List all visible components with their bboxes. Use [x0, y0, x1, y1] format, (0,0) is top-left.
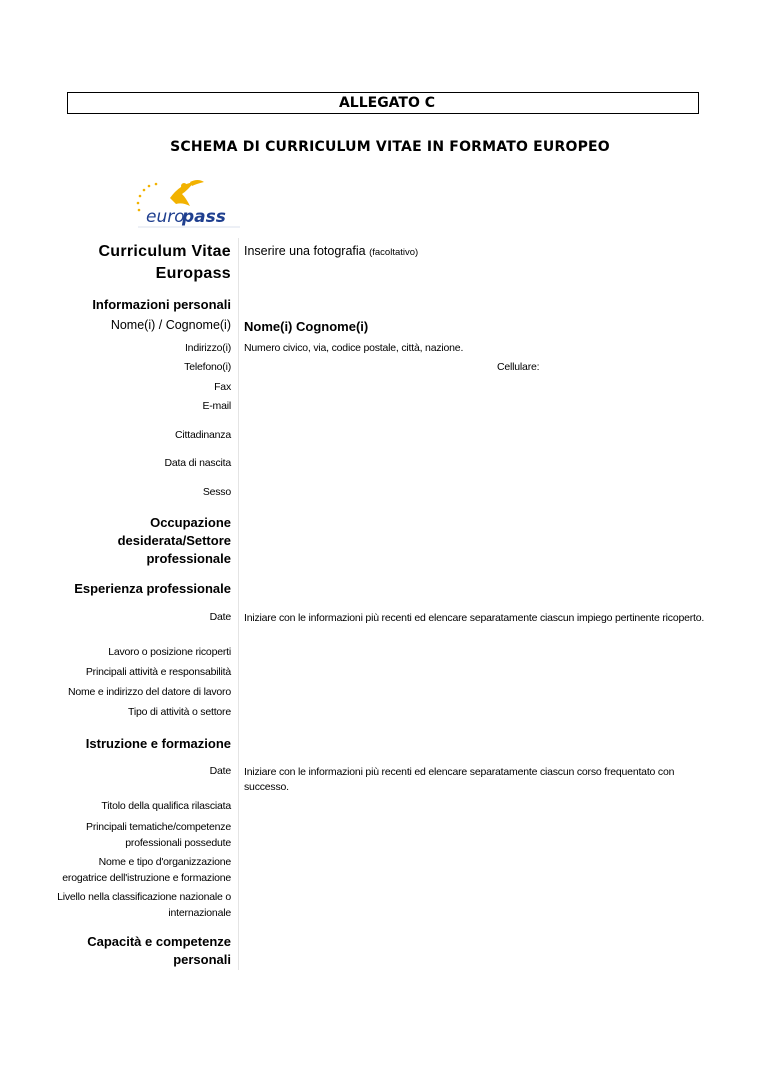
occupation-heading	[118, 514, 231, 568]
address-value: Numero civico, via, codice postale, città, nazione.	[244, 342, 464, 354]
level-label	[57, 889, 231, 921]
cv-title-line1: Curriculum Vitae	[98, 243, 231, 260]
topics-line1: Principali tematiche/competenze	[86, 821, 231, 833]
skills-line2: personali	[173, 952, 231, 967]
occupation-line3: professionale	[146, 551, 231, 566]
skills-heading	[87, 933, 231, 969]
experience-heading: Esperienza professionale	[74, 581, 231, 596]
column-divider	[238, 238, 239, 970]
experience-date-label: Date	[209, 611, 231, 623]
employer-label: Nome e indirizzo del datore di lavoro	[67, 686, 231, 698]
logo-text-euro: euro	[146, 207, 185, 227]
address-label: Indirizzo(i)	[184, 342, 231, 354]
birth-date-label: Data di nascita	[164, 457, 231, 469]
skills-line1: Capacità e competenze	[87, 934, 231, 949]
citizenship-label: Cittadinanza	[175, 429, 231, 441]
photo-text: Inserire una fotografia	[244, 244, 366, 258]
email-label: E-mail	[202, 400, 231, 412]
name-value: Nome(i) Cognome(i)	[244, 319, 369, 334]
topics-label	[86, 819, 231, 851]
europass-logo	[132, 176, 242, 232]
level-line1: Livello nella classificazione nazionale o	[57, 891, 231, 903]
organisation-line2: erogatrice dell'istruzione e formazione	[62, 872, 231, 884]
occupation-line1: Occupazione	[150, 515, 231, 530]
document-title: SCHEMA DI CURRICULUM VITAE IN FORMATO EUROPEO	[170, 139, 610, 155]
logo-text-pass: pass	[182, 207, 226, 227]
education-heading: Istruzione e formazione	[85, 736, 231, 751]
personal-info-heading: Informazioni personali	[92, 297, 231, 312]
sex-label: Sesso	[202, 486, 231, 498]
allegato-header: ALLEGATO C	[67, 92, 699, 114]
experience-date-value: Iniziare con le informazioni più recenti ed elencare separatamente ciascun impiego pertinente ricoperto.	[244, 612, 705, 624]
name-label: Nome(i) / Cognome(i)	[110, 318, 231, 332]
level-line2: internazionale	[168, 907, 231, 919]
mobile-label: Cellulare:	[497, 361, 540, 373]
fax-label: Fax	[214, 381, 231, 393]
activities-label: Principali attività e responsabilità	[85, 666, 231, 678]
topics-line2: professionali possedute	[125, 837, 231, 849]
photo-placeholder	[244, 244, 418, 258]
education-date-label: Date	[209, 765, 231, 777]
organisation-line1: Nome e tipo d'organizzazione	[98, 856, 231, 868]
sector-label: Tipo di attività o settore	[128, 706, 231, 718]
occupation-line2: desiderata/Settore	[117, 533, 231, 548]
photo-hint: (facoltativo)	[369, 247, 419, 258]
cv-title-line2: Europass	[155, 265, 231, 282]
phone-label: Telefono(i)	[184, 361, 231, 373]
qualification-label: Titolo della qualifica rilasciata	[101, 800, 231, 812]
job-label: Lavoro o posizione ricoperti	[108, 646, 231, 658]
education-date-value: Iniziare con le informazioni più recenti ed elencare separatamente ciascun corso frequentato con successo.	[244, 766, 675, 793]
europass-figure-icon	[170, 180, 204, 206]
cv-title	[98, 241, 231, 285]
organisation-label	[62, 854, 231, 886]
